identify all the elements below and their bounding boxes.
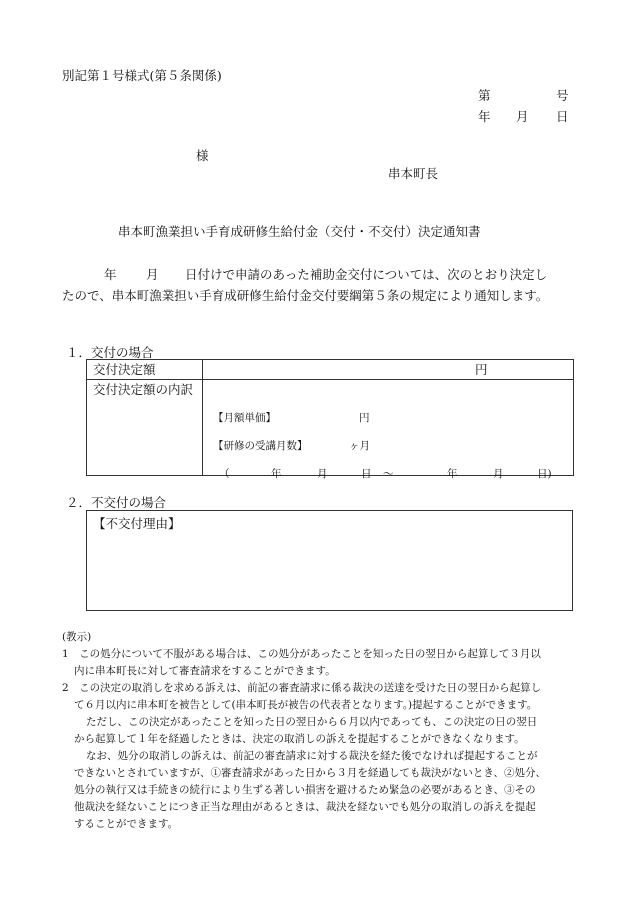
note1-line2: 内に串本町長に対して審査請求をすることができます。 bbox=[74, 665, 336, 677]
doc-date-tsuki: 月 bbox=[516, 109, 529, 124]
period-hi-close: 日) bbox=[537, 468, 552, 480]
issuer: 串本町長 bbox=[388, 166, 439, 181]
period-nen1: 年 bbox=[271, 468, 282, 480]
grant-amount-label: 交付決定額 bbox=[87, 360, 203, 380]
note2-line8: 他裁決を経ないことにつき正当な理由があるときは、裁決を経ないでも処分の取消しの訴えを提起 bbox=[74, 801, 536, 813]
note1-line1: 1 この処分について不服がある場合は、この処分があったことを知った日の翌日から起算して３月以 bbox=[62, 648, 541, 660]
doc-number-dai: 第 bbox=[478, 88, 491, 103]
note2-line5: なお、処分の取消しの訴えは、前記の審査請求に対する裁決を経た後でなければ提起することが bbox=[86, 750, 538, 762]
monthly-rate-label: 【月額単価】 bbox=[213, 412, 276, 424]
note2-line7: 処分の執行又は手続きの続行により生ずる著しい損害を避けるため緊急の必要があるとき、③その bbox=[74, 784, 536, 796]
note2-line2: て６月以内に串本町を被告として(串本町長が被告の代表者となります。)提起することができます。 bbox=[74, 699, 538, 711]
section1-heading: １．交付の場合 bbox=[66, 345, 154, 360]
intro-line1: 日付けで申請のあった補助金交付については、次のとおり決定し bbox=[185, 267, 548, 282]
period-nen2: 年 bbox=[447, 468, 458, 480]
notes-heading: (教示) bbox=[62, 631, 92, 643]
period-open: （ bbox=[219, 468, 230, 480]
intro-nen: 年 bbox=[104, 267, 117, 282]
note2-line1: 2 この決定の取消しを求める訴えは、前記の審査請求に係る裁決の送達を受けた日の翌日から起算し bbox=[62, 682, 542, 694]
grant-table bbox=[86, 359, 574, 480]
doc-date-nen: 年 bbox=[478, 109, 491, 124]
note2-line4: から起算して１年を経過したときは、決定の取消しの訴えを提起することができなくなります。 bbox=[74, 733, 525, 745]
non-grant-reason-label: 【不交付理由】 bbox=[93, 516, 181, 531]
addressee: 様 bbox=[196, 148, 209, 163]
section2-heading: ２．不交付の場合 bbox=[66, 495, 167, 510]
note2-line3: ただし、この決定があったことを知った日の翌日から６月以内であっても、この決定の日の翌日 bbox=[86, 716, 538, 728]
grant-amount-cell bbox=[203, 360, 574, 380]
note2-line9: することができます。 bbox=[74, 818, 179, 830]
intro-tsuki: 月 bbox=[146, 267, 159, 282]
period-tsuki2: 月 bbox=[493, 468, 504, 480]
grant-amount-unit: 円 bbox=[475, 362, 488, 377]
doc-date-hi: 日 bbox=[556, 109, 569, 124]
non-grant-reason-box bbox=[86, 510, 573, 611]
breakdown-cell bbox=[203, 380, 574, 480]
monthly-rate-unit: 円 bbox=[359, 412, 370, 424]
form-id: 別記第１号様式(第５条関係) bbox=[62, 68, 222, 83]
note2-line6: できないとされていますが、①審査請求があった日から３月を経過しても裁決がないとき、②処分、 bbox=[74, 767, 546, 779]
doc-number-go: 号 bbox=[556, 88, 569, 103]
intro-line2: たので、串本町漁業担い手育成研修生給付金交付要綱第５条の規定により通知します。 bbox=[62, 288, 549, 303]
document-title: 串本町漁業担い手育成研修生給付金（交付・不交付）決定通知書 bbox=[118, 224, 481, 239]
months-unit: ヶ月 bbox=[349, 440, 370, 452]
breakdown-label: 交付決定額の内訳 bbox=[87, 380, 203, 476]
months-label: 【研修の受講月数】 bbox=[213, 440, 308, 452]
period-tilde: ～ bbox=[383, 468, 394, 480]
instructions bbox=[62, 629, 582, 833]
period-hi1: 日 bbox=[361, 468, 372, 480]
period-tsuki1: 月 bbox=[317, 468, 328, 480]
